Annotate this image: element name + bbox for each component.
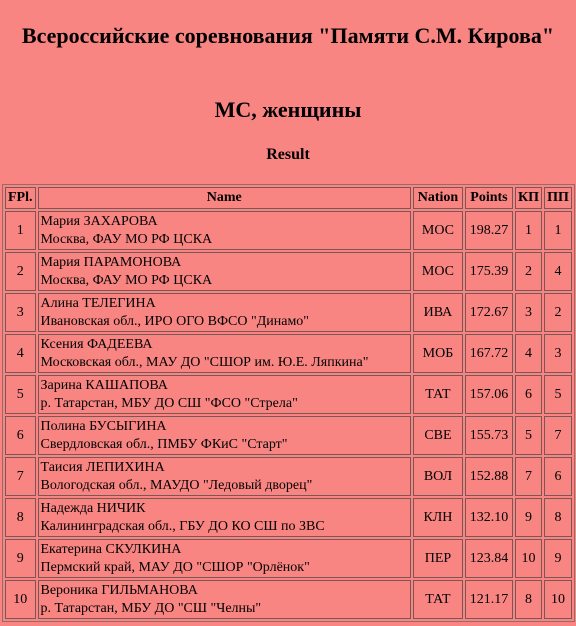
skater-cell bbox=[38, 252, 411, 291]
skater-name: Екатерина СКУЛКИНА bbox=[40, 541, 182, 557]
pp-cell: 5 bbox=[544, 375, 572, 414]
table-row bbox=[5, 416, 572, 455]
place-cell: 6 bbox=[5, 416, 36, 455]
table-row bbox=[5, 498, 572, 537]
header-nation: Nation bbox=[413, 187, 463, 209]
skater-name: Таисия ЛЕПИХИНА bbox=[40, 459, 165, 475]
skater-name: Зарина КАШАПОВА bbox=[40, 377, 168, 393]
skater-cell bbox=[38, 539, 411, 578]
nation-cell: МОС bbox=[413, 252, 463, 291]
points-cell: 152.88 bbox=[465, 457, 513, 496]
skater-club: Москва, ФАУ МО РФ ЦСКА bbox=[40, 272, 213, 288]
place-cell: 5 bbox=[5, 375, 36, 414]
skater-club: Вологодская обл., МАУДО "Ледовый дворец" bbox=[40, 477, 313, 493]
kp-cell: 2 bbox=[515, 252, 542, 291]
place-cell: 8 bbox=[5, 498, 36, 537]
skater-club: Ивановская обл., ИРО ОГО ВФСО "Динамо" bbox=[40, 313, 310, 329]
pp-cell: 10 bbox=[544, 580, 572, 619]
points-cell: 155.73 bbox=[465, 416, 513, 455]
skater-cell bbox=[38, 580, 411, 619]
place-cell: 1 bbox=[5, 211, 36, 250]
nation-cell: ВОЛ bbox=[413, 457, 463, 496]
kp-cell: 1 bbox=[515, 211, 542, 250]
table-row bbox=[5, 293, 572, 332]
points-cell: 157.06 bbox=[465, 375, 513, 414]
pp-cell: 8 bbox=[544, 498, 572, 537]
place-cell: 3 bbox=[5, 293, 36, 332]
skater-name: Мария ПАРАМОНОВА bbox=[40, 254, 182, 270]
place-cell: 4 bbox=[5, 334, 36, 373]
points-cell: 132.10 bbox=[465, 498, 513, 537]
nation-cell: МОБ bbox=[413, 334, 463, 373]
results-table bbox=[2, 184, 575, 622]
nation-cell: СВЕ bbox=[413, 416, 463, 455]
skater-name: Алина ТЕЛЕГИНА bbox=[40, 295, 156, 311]
category-title: МС, женщины bbox=[214, 97, 362, 122]
kp-cell: 5 bbox=[515, 416, 542, 455]
kp-cell: 3 bbox=[515, 293, 542, 332]
header-place: FPl. bbox=[5, 187, 36, 209]
table-row bbox=[5, 457, 572, 496]
place-cell: 2 bbox=[5, 252, 36, 291]
pp-cell: 4 bbox=[544, 252, 572, 291]
nation-cell: ИВА bbox=[413, 293, 463, 332]
skater-club: р. Татарстан, МБУ ДО "СШ "Челны" bbox=[40, 600, 262, 616]
nation-cell: ТАТ bbox=[413, 580, 463, 619]
pp-cell: 6 bbox=[544, 457, 572, 496]
skater-cell bbox=[38, 334, 411, 373]
table-row bbox=[5, 539, 572, 578]
skater-club: Пермский край, МАУ ДО "СШОР "Орлёнок" bbox=[40, 559, 310, 575]
nation-cell: ТАТ bbox=[413, 375, 463, 414]
skater-cell bbox=[38, 211, 411, 250]
table-row bbox=[5, 211, 572, 250]
kp-cell: 8 bbox=[515, 580, 542, 619]
skater-club: Свердловская обл., ПМБУ ФКиС "Старт" bbox=[40, 436, 288, 452]
place-cell: 10 bbox=[5, 580, 36, 619]
header-kp: КП bbox=[515, 187, 542, 209]
kp-cell: 4 bbox=[515, 334, 542, 373]
points-cell: 123.84 bbox=[465, 539, 513, 578]
table-row bbox=[5, 375, 572, 414]
points-cell: 175.39 bbox=[465, 252, 513, 291]
skater-name: Полина БУСЫГИНА bbox=[40, 418, 167, 434]
table-row bbox=[5, 252, 572, 291]
header-name: Name bbox=[38, 187, 411, 209]
pp-cell: 2 bbox=[544, 293, 572, 332]
skater-name: Ксения ФАДЕЕВА bbox=[40, 336, 153, 352]
skater-club: Московская обл., МАУ ДО "СШОР им. Ю.Е. Ляпкина" bbox=[40, 354, 369, 370]
section-title: Result bbox=[266, 146, 310, 163]
page-title: Всероссийские соревнования "Памяти С.М. Кирова" bbox=[21, 23, 555, 48]
table-header-row bbox=[5, 187, 572, 209]
skater-cell bbox=[38, 293, 411, 332]
pp-cell: 3 bbox=[544, 334, 572, 373]
nation-cell: МОС bbox=[413, 211, 463, 250]
pp-cell: 7 bbox=[544, 416, 572, 455]
skater-cell bbox=[38, 375, 411, 414]
skater-club: р. Татарстан, МБУ ДО СШ "ФСО "Стрела" bbox=[40, 395, 298, 411]
header-pp: ПП bbox=[544, 187, 572, 209]
skater-cell bbox=[38, 457, 411, 496]
place-cell: 7 bbox=[5, 457, 36, 496]
table-row bbox=[5, 334, 572, 373]
points-cell: 121.17 bbox=[465, 580, 513, 619]
place-cell: 9 bbox=[5, 539, 36, 578]
skater-name: Надежда НИЧИК bbox=[40, 500, 146, 516]
header-points: Points bbox=[465, 187, 513, 209]
points-cell: 198.27 bbox=[465, 211, 513, 250]
skater-name: Мария ЗАХАРОВА bbox=[40, 213, 158, 229]
points-cell: 167.72 bbox=[465, 334, 513, 373]
points-cell: 172.67 bbox=[465, 293, 513, 332]
kp-cell: 9 bbox=[515, 498, 542, 537]
skater-name: Вероника ГИЛЬМАНОВА bbox=[40, 582, 198, 598]
skater-club: Москва, ФАУ МО РФ ЦСКА bbox=[40, 231, 213, 247]
pp-cell: 9 bbox=[544, 539, 572, 578]
table-row bbox=[5, 580, 572, 619]
skater-club: Калининградская обл., ГБУ ДО КО СШ по ЗВС bbox=[40, 518, 325, 534]
pp-cell: 1 bbox=[544, 211, 572, 250]
nation-cell: КЛН bbox=[413, 498, 463, 537]
skater-cell bbox=[38, 416, 411, 455]
kp-cell: 10 bbox=[515, 539, 542, 578]
kp-cell: 7 bbox=[515, 457, 542, 496]
skater-cell bbox=[38, 498, 411, 537]
nation-cell: ПЕР bbox=[413, 539, 463, 578]
kp-cell: 6 bbox=[515, 375, 542, 414]
